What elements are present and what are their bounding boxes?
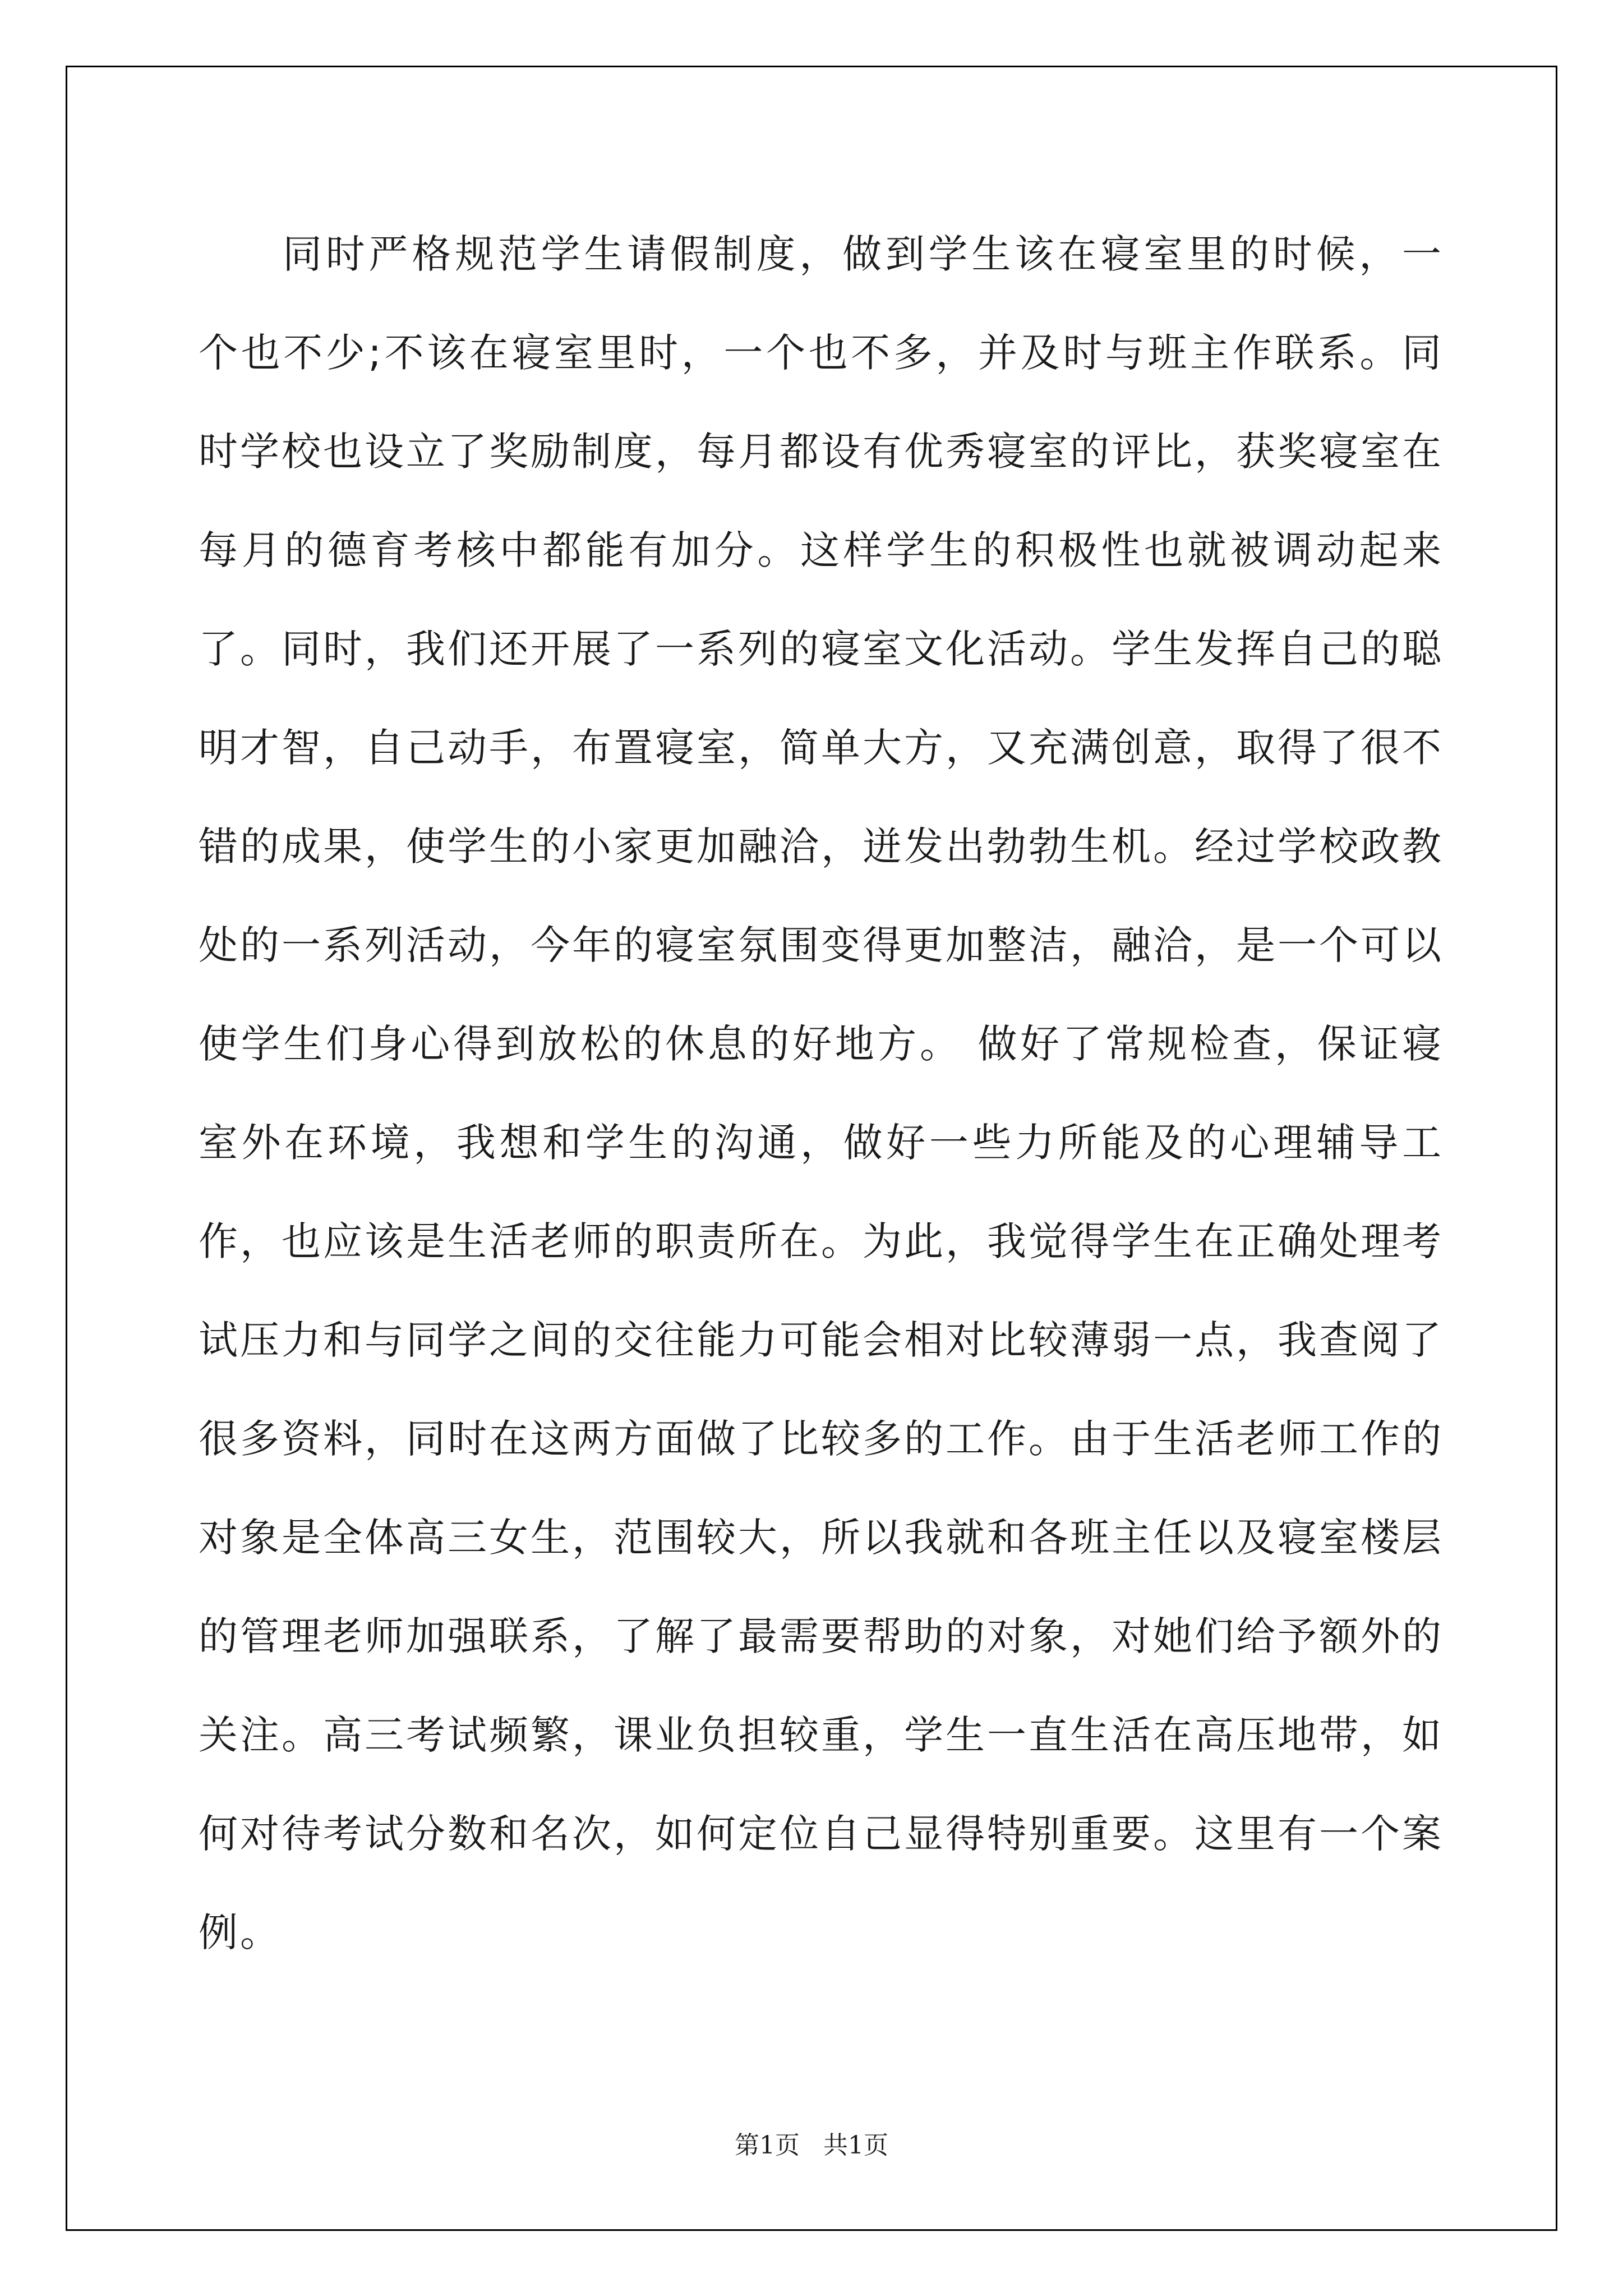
- body-paragraph: 同时严格规范学生请假制度，做到学生该在寝室里的时候，一个也不少;不该在寝室里时，一个也不多，并及时与班主作联系。同时学校也设立了奖励制度，每月都设有优秀寝室的评比，获奖寝室在每月的德育考核中都能有加分。这样学生的积极性也就被调动起来了。同时，我们还开展了一系列的寝室文化活动。学生发挥自己的聪明才智，自己动手，布置寝室，简单大方，又充满创意，取得了很不错的成果，使学生的小家更加融洽，迸发出勃勃生机。经过学校政教处的一系列活动，今年的寝室氛围变得更加整洁，融洽，是一个可以使学生们身心得到放松的休息的好地方。 做好了常规检查，保证寝室外在环境，我想和学生的沟通，做好一些力所能及的心理辅导工作，也应该是生活老师的职责所在。为此，我觉得学生在正确处理考试压力和与同学之间的交往能力可能会相对比较薄弱一点，我查阅了很多资料，同时在这两方面做了比较多的工作。由于生活老师工作的对象是全体高三女生，范围较大，所以我就和各班主任以及寝室楼层的管理老师加强联系，了解了最需要帮助的对象，对她们给予额外的关注。高三考试频繁，课业负担较重，学生一直生活在高压地带，如何对待考试分数和名次，如何定位自己显得特别重要。这里有一个案例。: [199, 231, 1444, 1955]
- page-number-footer: 第1页 共1页: [735, 2131, 888, 2160]
